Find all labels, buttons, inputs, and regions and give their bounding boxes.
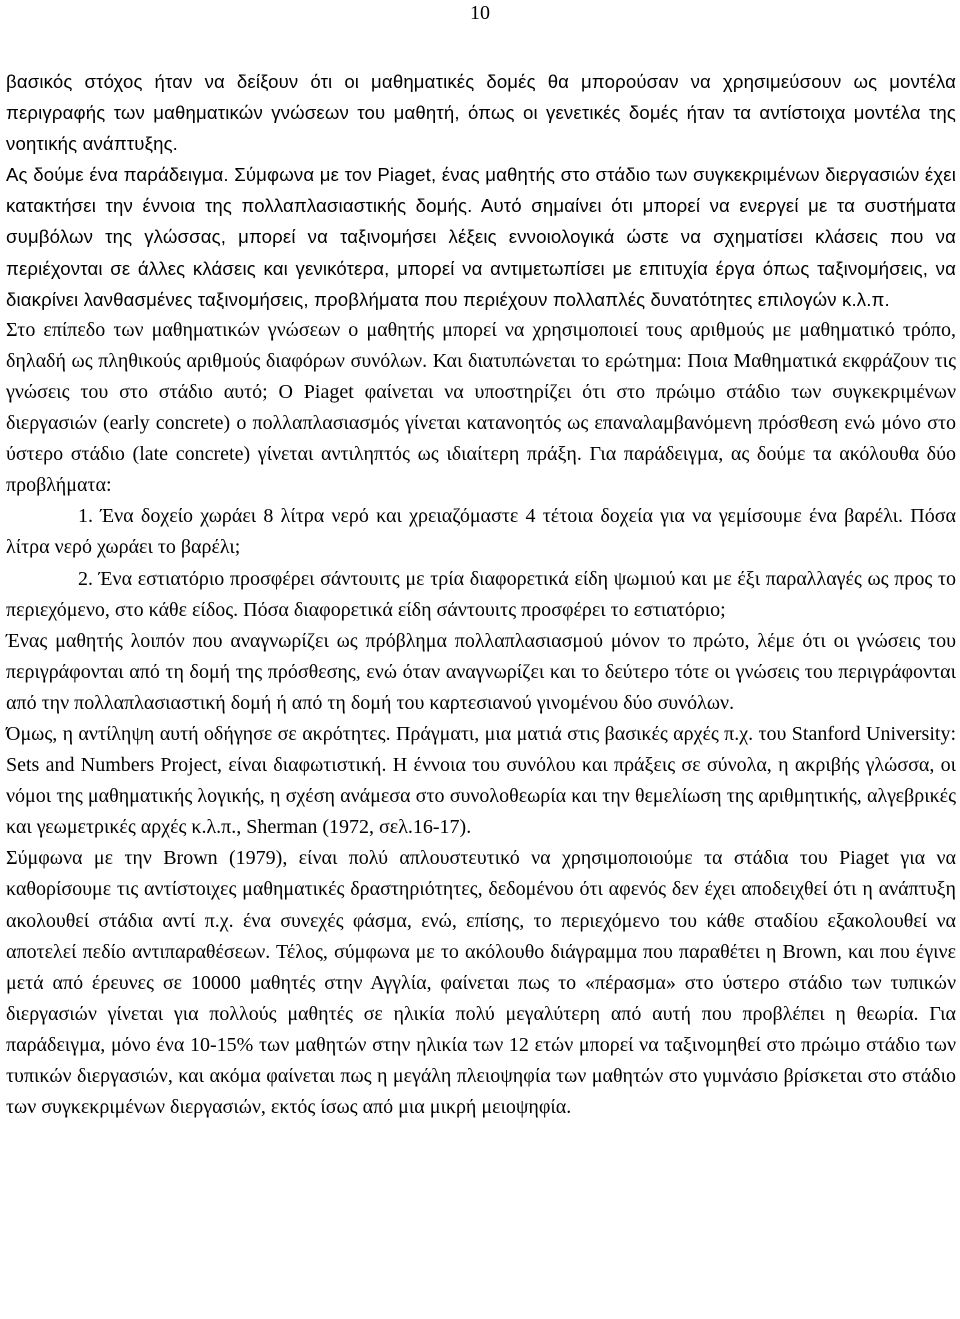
paragraph-student-recognition: Ένας μαθητής λοιπόν που αναγνωρίζει ως πρόβλημα πολλαπλασιασμού μόνον το πρώτο, λέμε ότι οι γνώσεις του περιγράφονται από τη δομή της πρόσθεσης, ενώ όταν αναγνωρίζει και το δεύτερο τότε οι γνώσεις του περιγράφονται από την πολλαπλασιαστική δομή ή από τη δομή του καρτεσιανού γινομένου δύο συνόλων. (6, 629, 956, 714)
paragraph-example: Ας δούμε ένα παράδειγμα. Σύμφωνα με τον Piaget, ένας μαθητής στο στάδιο των συγκεκριμένων διεργασιών έχει κατακτήσει την έννοια της πολλαπλασιαστικής δομής. Αυτό σημαίνει ότι μπορεί να ενεργεί με τα συστήματα συμβόλων της γλώσσας, μπορεί να ταξινομήσει λέξεις εννοιολογικά ώστε να σχηματίσει κλάσεις που να περιέχονται σε άλλες κλάσεις και γενικότερα, μπορεί να αντιμετωπίσει με επιτυχία έργα όπως ταξινομήσεις, να διακρίνει λανθασμένες ταξινομήσεις, προβλήματα που περιέχουν πολλαπλές δυνατότητες επιλογών κ.λ.π. (6, 164, 956, 310)
paragraph-math-knowledge: Στο επίπεδο των μαθηματικών γνώσεων ο μαθητής μπορεί να χρησιμοποιεί τους αριθμούς με μαθηματικό τρόπο, δηλαδή ως πληθικούς αριθμούς διαφόρων συνόλων. Και διατυπώνεται το ερώτημα: Ποια Μαθηματικά εκφράζουν τις γνώσεις του στο στάδιο αυτό; Ο Piaget φαίνεται να υποστηρίζει ότι στο πρώιμο στάδιο των συγκεκριμένων διεργασιών (early concrete) ο πολλαπλασιασμός γίνεται κατανοητός ως επαναλαμβανόμενη πρόσθεση ενώ μόνο στο ύστερο στάδιο (late concrete) γίνεται αντιληπτός ως ιδιαίτερη πράξη. Για παράδειγμα, ας δούμε τα ακόλουθα δύο προβλήματα: (6, 318, 956, 497)
paragraph-extremes: Όμως, η αντίληψη αυτή οδήγησε σε ακρότητες. Πράγματι, μια ματιά στις βασικές αρχές π.χ. του Stanford University: Sets and Numbers Project, είναι διαφωτιστική. Η έννοια του συνόλου και πράξεις σε σύνολα, η ακριβής γλώσσα, οι νόμοι της μαθηματικής λογικής, η σχέση ανάμεσα στο συνολοθεωρία και την θεμελίωση της αριθμητικής, αλγεβρικές και γεωμετρικές αρχές κ.λ.π., Sherman (1972, σελ.16-17). (6, 722, 956, 839)
page-number: 10 (470, 2, 490, 24)
paragraph-intro: βασικός στόχος ήταν να δείξουν ότι οι μαθηματικές δομές θα μπορούσαν να χρησιμεύσουν ως μοντέλα περιγραφής των μαθηματικών γνώσεων του μαθητή, όπως οι γενετικές δομές ήταν τα αντίστοιχα μοντέλα της νοητικής ανάπτυξης. (6, 71, 956, 155)
problem-2: 2. Ένα εστιατόριο προσφέρει σάντουιτς με τρία διαφορετικά είδη ψωμιού και με έξι παραλλαγές ως προς το περιεχόμενο, στο κάθε είδος. Πόσα διαφορετικά είδη σάντουιτς προσφέρει το εστιατόριο; (6, 567, 956, 621)
paragraph-brown: Σύμφωνα με την Brown (1979), είναι πολύ απλουστευτικό να χρησιμοποιούμε τα στάδια του Piaget για να καθορίσουμε τις αντίστοιχες μαθηματικές δραστηριότητες, δεδομένου ότι αφενός δεν έχει αποδειχθεί ότι η ανάπτυξη ακολουθεί στάδια αντί π.χ. ένα συνεχές φάσμα, ενώ, επίσης, το περιεχόμενο του κάθε σταδίου εξακολουθεί να αποτελεί πεδίο αντιπαραθέσεων. Τέλος, σύμφωνα με το ακόλουθο διάγραμμα που παραθέτει η Brown, και που έγινε μετά από έρευνες σε 10000 μαθητές στην Αγγλία, φαίνεται πως το «πέρασμα» στο ύστερο στάδιο των τυπικών διεργασιών γίνεται για πολλούς μαθητές σε ηλικία πολύ μεγαλύτερη από αυτή που προβλέπει η θεωρία. Για παράδειγμα, μόνο ένα 10-15% των μαθητών στην ηλικία των 12 ετών μπορεί να ταξινομηθεί στο πρώιμο στάδιο των τυπικών διεργασιών, και ακόμα φαίνεται πως η μεγάλη πλειοψηφία των μαθητών στο γυμνάσιο βρίσκεται στο στάδιο των συγκεκριμένων διεργασιών, εκτός ίσως από μια μικρή μειοψηφία. (6, 847, 956, 1119)
document-body (6, 66, 956, 1123)
problem-1: 1. Ένα δοχείο χωράει 8 λίτρα νερό και χρειαζόμαστε 4 τέτοια δοχεία για να γεμίσουμε ένα βαρέλι. Πόσα λίτρα νερό χωράει το βαρέλι; (6, 505, 956, 559)
